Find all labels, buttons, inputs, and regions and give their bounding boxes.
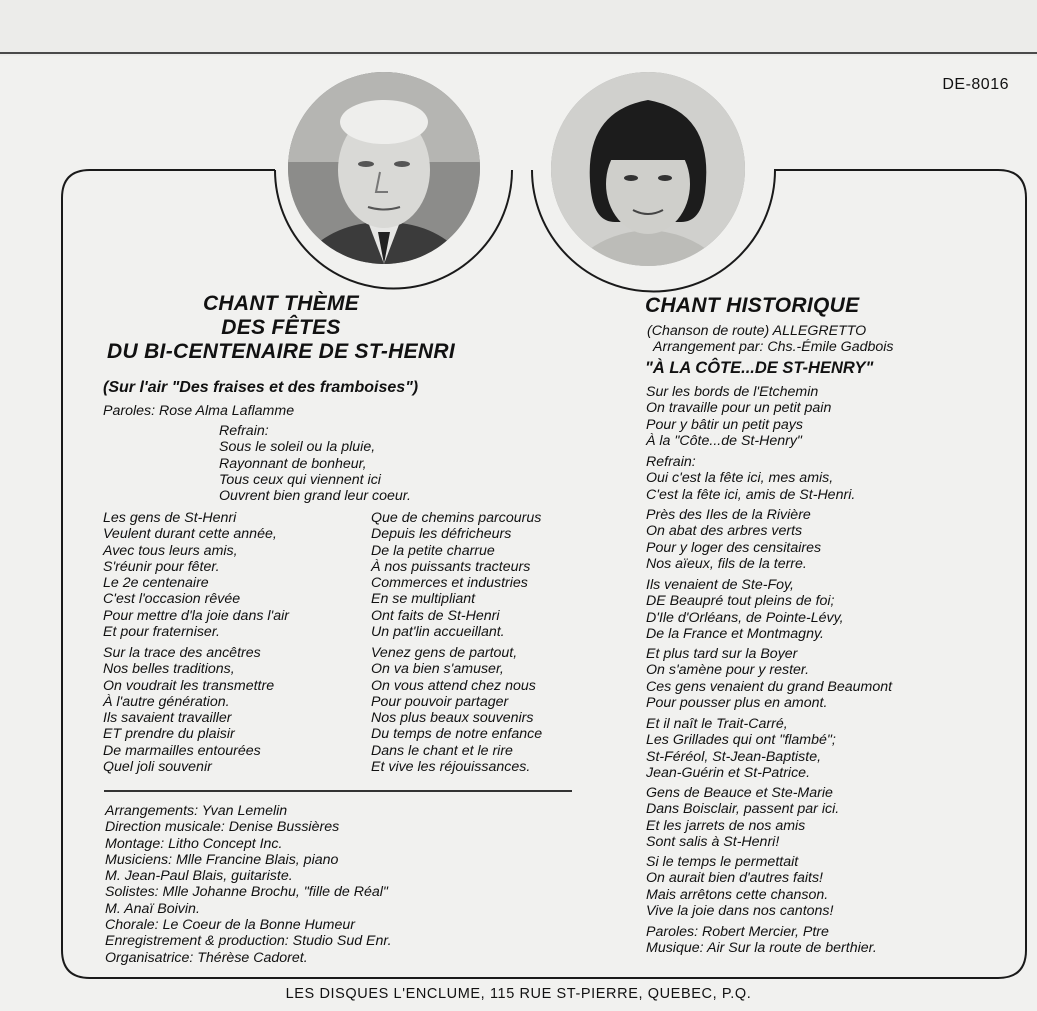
verse-line: Sur les bords de l'Etchemin: [646, 384, 819, 400]
right-stanza1: [646, 384, 831, 449]
refrain-line: Oui c'est la fête ici, mes amis,: [646, 470, 834, 487]
verse-line: Pour y bâtir un petit pays: [646, 416, 803, 433]
verse-line: Le 2e centenaire: [103, 575, 209, 592]
verse-line: Un pat'lin accueillant.: [371, 624, 505, 641]
left-title-line: DU BI-CENTENAIRE DE ST-HENRI: [107, 340, 455, 363]
verse-line: Ces gens venaient du grand Beaumont: [646, 678, 893, 695]
verse-line: Quel joli souvenir: [103, 759, 212, 776]
verse-line: Les Grillades qui ont "flambé";: [646, 732, 836, 749]
right-stanza4: [646, 646, 892, 711]
catalog-number: DE-8016: [942, 76, 1009, 93]
verse-line: Du temps de notre enfance: [371, 726, 543, 743]
refrain-line: Refrain:: [646, 454, 696, 470]
credit-line: Paroles: Robert Mercier, Ptre: [646, 924, 829, 940]
verse-line: S'réunir pour fêter.: [103, 558, 220, 575]
right-refrain: [646, 454, 855, 503]
credit-line: Organisatrice: Thérèse Cadoret.: [105, 949, 308, 966]
verse-line: C'est l'occasion rêvée: [103, 591, 241, 608]
verse-line: Dans Boisclair, passent par ici.: [646, 801, 840, 818]
verse-line: St-Féréol, St-Jean-Baptiste,: [646, 748, 822, 765]
verse-line: Dans le chant et le rire: [371, 742, 513, 759]
refrain-line: Sous le soleil ou la pluie,: [219, 439, 376, 456]
verse-line: ET prendre du plaisir: [103, 726, 235, 743]
refrain-line: C'est la fête ici, amis de St-Henri.: [646, 486, 856, 503]
verse-line: On va bien s'amuser,: [371, 661, 504, 678]
credit-line: Solistes: Mlle Johanne Brochu, "fille de Réal": [105, 884, 388, 901]
left-title-line: CHANT THÈME: [202, 292, 360, 315]
verse-line: On abat des arbres verts: [646, 523, 803, 540]
verse-line: À l'autre génération.: [103, 693, 230, 710]
verse-line: Si le temps le permettait: [646, 854, 799, 870]
credit-line: M. Anaï Boivin.: [105, 900, 200, 917]
verse-line: DE Beaupré tout pleins de foi;: [646, 593, 835, 610]
right-stanza5: [646, 716, 836, 781]
verse-line: Ils savaient travailler: [103, 710, 232, 727]
verse-line: Près des Iles de la Rivière: [646, 507, 811, 523]
credit-line: Enregistrement & production: Studio Sud Enr.: [105, 933, 392, 950]
verse-line: Les gens de St-Henri: [103, 510, 237, 526]
right-subtitle-1: (Chanson de route) ALLEGRETTO: [647, 323, 867, 339]
verse-line: Nos belles traditions,: [103, 661, 235, 678]
photo-man: [288, 72, 480, 264]
verse-line: On voudrait les transmettre: [103, 677, 275, 694]
left-title-line: DES FÊTES: [221, 316, 341, 339]
right-song-title: "À LA CÔTE...DE ST-HENRY": [645, 359, 874, 377]
right-stanza6: [646, 785, 839, 850]
verse-line: Et plus tard sur la Boyer: [646, 646, 798, 662]
verse-line: Avec tous leurs amis,: [103, 542, 238, 559]
credit-line: Chorale: Le Coeur de la Bonne Humeur: [105, 917, 356, 934]
right-credits: [646, 924, 877, 957]
verse-line: Commerces et industries: [371, 575, 528, 592]
left-title: [90, 292, 472, 364]
verse-line: Et les jarrets de nos amis: [646, 817, 806, 834]
credits-divider: [104, 790, 572, 792]
left-credits: [105, 803, 392, 966]
photo-woman: [551, 72, 745, 266]
credit-line: Musiciens: Mlle Francine Blais, piano: [105, 851, 339, 868]
verse-line: Jean-Guérin et St-Patrice.: [646, 764, 811, 781]
refrain-line: Tous ceux qui viennent ici: [219, 471, 381, 488]
verse-line: De la petite charrue: [371, 542, 495, 559]
verse-line: Ils venaient de Ste-Foy,: [646, 577, 794, 593]
verse-line: Vive la joie dans nos cantons!: [646, 902, 834, 919]
credit-line: Montage: Litho Concept Inc.: [105, 835, 283, 852]
verse-line: On aurait bien d'autres faits!: [646, 870, 823, 887]
verse-line: Et vive les réjouissances.: [371, 759, 531, 776]
refrain-line: Ouvrent bien grand leur coeur.: [219, 488, 411, 505]
credit-line: Arrangements: Yvan Lemelin: [105, 803, 288, 819]
left-col1-stanza1: [103, 510, 289, 640]
left-col2-stanza1: [371, 510, 541, 640]
refrain-line: Rayonnant de bonheur,: [219, 455, 367, 472]
verse-line: Ont faits de St-Henri: [371, 607, 500, 624]
verse-line: Pour mettre d'la joie dans l'air: [103, 607, 290, 624]
left-air: (Sur l'air "Des fraises et des framboises"): [103, 379, 419, 396]
verse-line: De la France et Montmagny.: [646, 625, 824, 642]
verse-line: Gens de Beauce et Ste-Marie: [646, 785, 833, 801]
verse-line: On s'amène pour y rester.: [646, 662, 810, 679]
right-stanza3: [646, 577, 844, 642]
credit-line: M. Jean-Paul Blais, guitariste.: [105, 868, 293, 885]
verse-line: Que de chemins parcourus: [371, 510, 542, 526]
left-col2-stanza2: [371, 645, 542, 775]
verse-line: Pour y loger des censitaires: [646, 539, 822, 556]
verse-line: À la "Côte...de St-Henry": [646, 432, 802, 449]
verse-line: Depuis les défricheurs: [371, 526, 512, 543]
left-paroles: Paroles: Rose Alma Laflamme: [103, 403, 295, 419]
right-subtitle-2: Arrangement par: Chs.-Émile Gadbois: [653, 339, 894, 355]
verse-line: Sont salis à St-Henri!: [646, 833, 780, 850]
right-stanza7: [646, 854, 833, 919]
verse-line: On vous attend chez nous: [371, 677, 536, 694]
verse-line: Et pour fraterniser.: [103, 624, 220, 641]
publisher-footer: LES DISQUES L'ENCLUME, 115 RUE ST-PIERRE, QUEBEC, P.Q.: [285, 986, 752, 1002]
right-title: CHANT HISTORIQUE: [645, 294, 860, 317]
refrain-line: Refrain:: [219, 423, 269, 439]
verse-line: De marmailles entourées: [103, 742, 261, 759]
verse-line: On travaille pour un petit pain: [646, 400, 832, 417]
credit-line: Direction musicale: Denise Bussières: [105, 819, 340, 836]
verse-line: Venez gens de partout,: [371, 645, 518, 661]
verse-line: Mais arrêtons cette chanson.: [646, 886, 829, 903]
verse-line: Pour pousser plus en amont.: [646, 694, 828, 711]
left-refrain: [219, 423, 411, 504]
verse-line: En se multipliant: [371, 591, 476, 608]
verse-line: À nos puissants tracteurs: [371, 558, 531, 575]
right-stanza2: [646, 507, 821, 572]
verse-line: Nos plus beaux souvenirs: [371, 710, 534, 727]
verse-line: D'Ile d'Orléans, de Pointe-Lévy,: [646, 609, 844, 626]
verse-line: Pour pouvoir partager: [371, 693, 509, 710]
verse-line: Veulent durant cette année,: [103, 526, 277, 543]
credit-line: Musique: Air Sur la route de berthier.: [646, 940, 877, 957]
verse-line: Et il naît le Trait-Carré,: [646, 716, 788, 732]
verse-line: Nos aïeux, fils de la terre.: [646, 555, 807, 572]
left-col1-stanza2: [103, 645, 274, 775]
verse-line: Sur la trace des ancêtres: [103, 645, 261, 661]
